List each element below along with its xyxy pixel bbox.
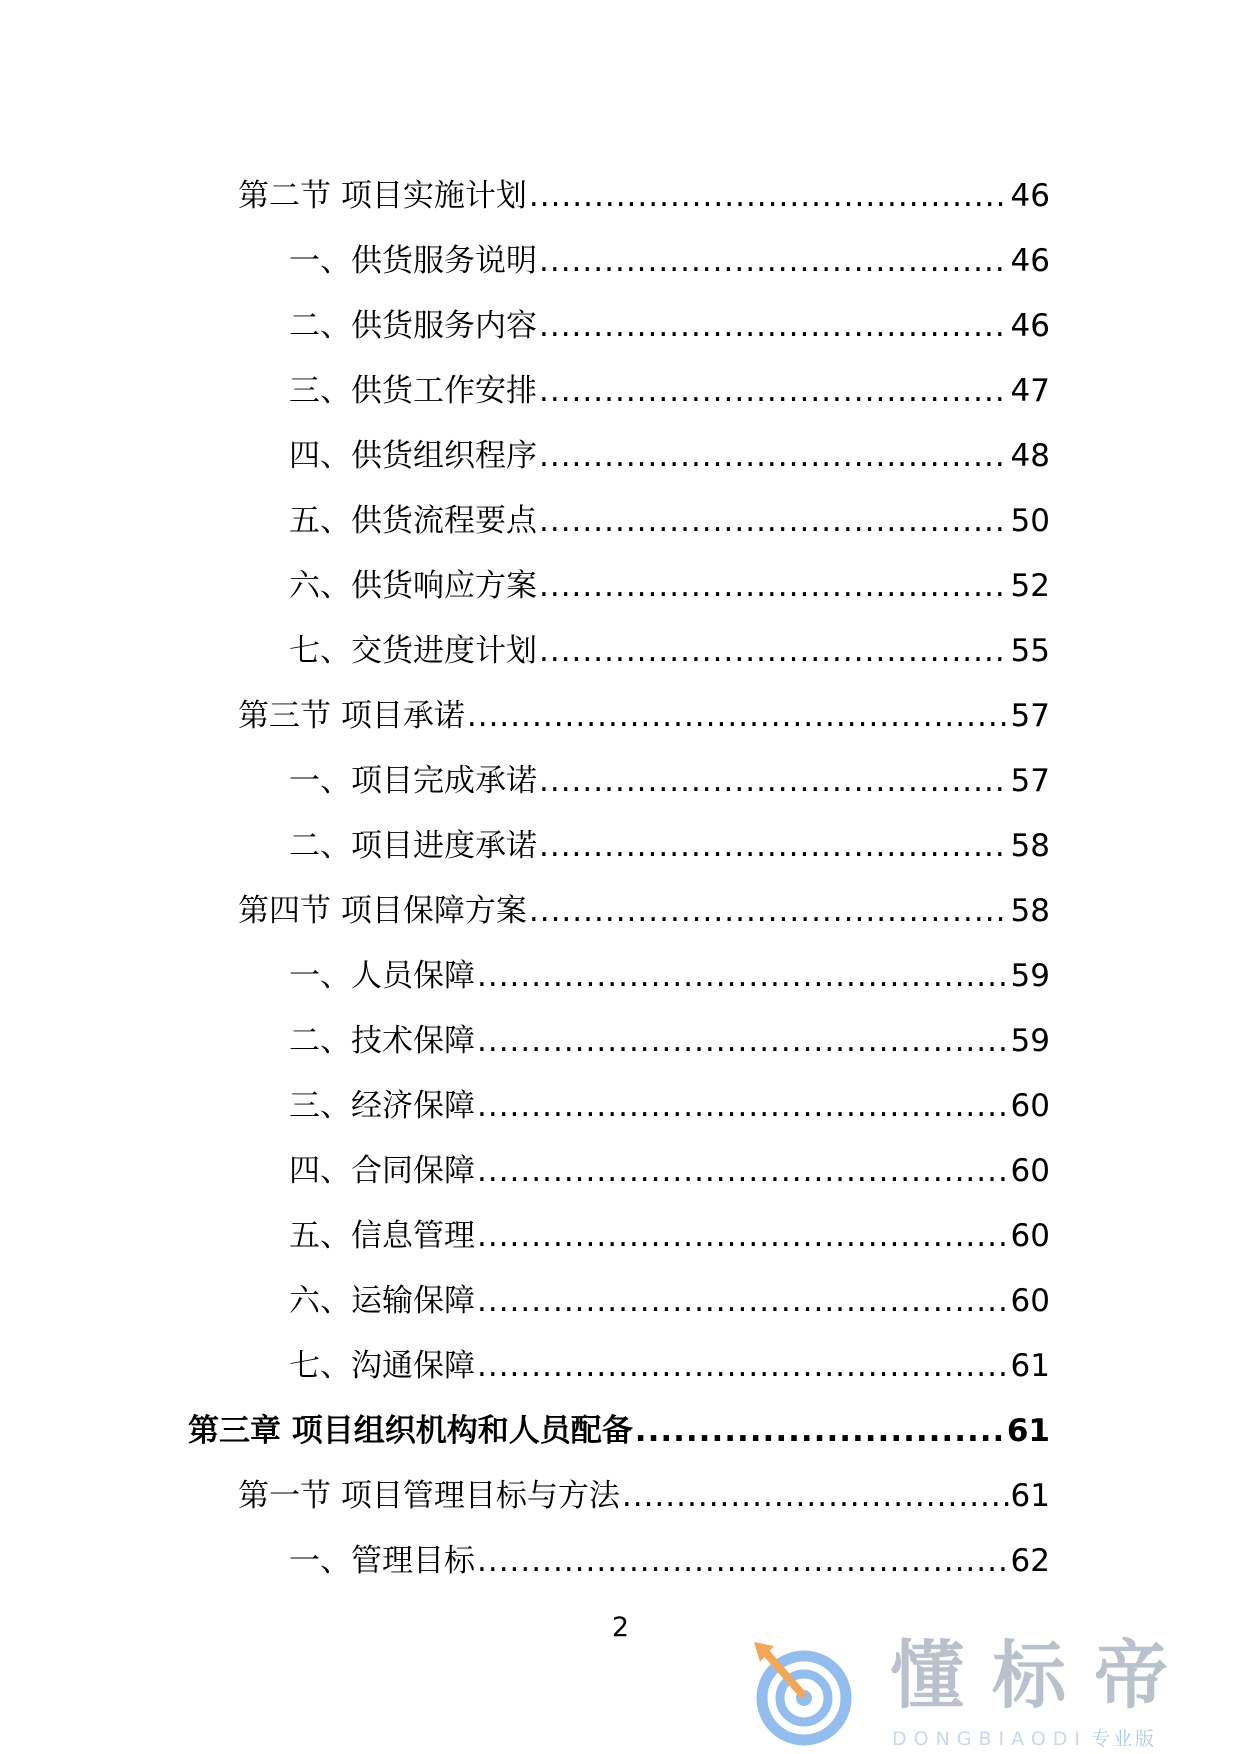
toc-entry-page: 46: [1010, 178, 1050, 214]
toc-entry[interactable]: [238, 881, 1050, 931]
toc-dot-leader: [477, 956, 1009, 996]
watermark-pinyin: DONGBIAODI: [892, 1728, 1088, 1750]
toc-dot-leader: [529, 176, 1009, 216]
toc-entry[interactable]: [289, 296, 1050, 346]
toc-entry-title: 一、供货服务说明: [289, 243, 537, 279]
toc-dot-leader: [539, 501, 1009, 541]
toc-entry[interactable]: [289, 946, 1050, 996]
toc-entry[interactable]: [289, 1336, 1050, 1386]
toc-entry[interactable]: [289, 426, 1050, 476]
toc-entry-title: 二、项目进度承诺: [289, 828, 537, 864]
toc-entry[interactable]: [238, 1466, 1050, 1516]
toc-dot-leader: [539, 436, 1009, 476]
toc-entry-title: 三、经济保障: [289, 1088, 475, 1124]
toc-dot-leader: [622, 1476, 1009, 1516]
toc-entry-title: 四、供货组织程序: [289, 438, 537, 474]
toc-entry-title: 一、人员保障: [289, 958, 475, 994]
toc-entry[interactable]: [238, 686, 1050, 736]
toc-dot-leader: [477, 1216, 1009, 1256]
toc-entry[interactable]: [289, 1531, 1050, 1581]
toc-dot-leader: [539, 371, 1009, 411]
toc-entry-page: 52: [1010, 568, 1050, 604]
toc-entry[interactable]: [289, 816, 1050, 866]
toc-entry-title: 三、供货工作安排: [289, 373, 537, 409]
toc-dot-leader: [539, 566, 1009, 606]
toc-entry[interactable]: [289, 1011, 1050, 1061]
toc-entry-page: 61: [1006, 1413, 1050, 1449]
toc-dot-leader: [467, 696, 1009, 736]
toc-entry-title: 五、信息管理: [289, 1218, 475, 1254]
toc-entry-page: 57: [1010, 698, 1050, 734]
toc-entry-page: 46: [1010, 243, 1050, 279]
toc-entry-title: 五、供货流程要点: [289, 503, 537, 539]
toc-entry[interactable]: [289, 621, 1050, 671]
toc-dot-leader: [539, 631, 1009, 671]
toc-entry-page: 59: [1010, 958, 1050, 994]
toc-dot-leader: [477, 1021, 1009, 1061]
toc-entry-title: 第一节 项目管理目标与方法: [238, 1478, 620, 1514]
toc-entry-page: 59: [1010, 1023, 1050, 1059]
toc-dot-leader: [477, 1086, 1009, 1126]
watermark-subtitle: [892, 1724, 1157, 1751]
toc-entry[interactable]: [289, 231, 1050, 281]
toc-entry-title: 第二节 项目实施计划: [238, 178, 527, 214]
toc-entry-title: 七、交货进度计划: [289, 633, 537, 669]
toc-entry-page: 60: [1010, 1153, 1050, 1189]
toc-entry-title: 二、供货服务内容: [289, 308, 537, 344]
toc-entry-page: 58: [1010, 828, 1050, 864]
toc-entry[interactable]: [289, 1141, 1050, 1191]
toc-dot-leader: [635, 1411, 1005, 1451]
toc-entry-title: 第三章 项目组织机构和人员配备: [188, 1413, 633, 1449]
toc-entry-page: 48: [1010, 438, 1050, 474]
watermark-brand: 懂标帝: [890, 1633, 1196, 1719]
toc-dot-leader: [477, 1346, 1009, 1386]
toc-entry-page: 60: [1010, 1088, 1050, 1124]
toc-entry-page: 60: [1010, 1283, 1050, 1319]
toc-entry-title: 一、项目完成承诺: [289, 763, 537, 799]
toc-entry[interactable]: [289, 751, 1050, 801]
page-number: 2: [611, 1612, 630, 1643]
toc-entry-title: 七、沟通保障: [289, 1348, 475, 1384]
toc-dot-leader: [477, 1151, 1009, 1191]
toc-entry[interactable]: [238, 166, 1050, 216]
target-arrow-icon: [752, 1642, 856, 1746]
watermark-logo: [740, 1628, 1220, 1748]
toc-entry-chapter[interactable]: [188, 1401, 1050, 1451]
toc-entry-page: 61: [1010, 1478, 1050, 1514]
toc-entry-page: 55: [1010, 633, 1050, 669]
toc-entry-page: 47: [1010, 373, 1050, 409]
toc-dot-leader: [477, 1541, 1009, 1581]
toc-entry-page: 58: [1010, 893, 1050, 929]
toc-entry-page: 61: [1010, 1348, 1050, 1384]
toc-entry[interactable]: [289, 361, 1050, 411]
toc-entry-title: 二、技术保障: [289, 1023, 475, 1059]
toc-dot-leader: [539, 761, 1009, 801]
toc-entry-page: 60: [1010, 1218, 1050, 1254]
toc-dot-leader: [539, 241, 1009, 281]
toc-dot-leader: [529, 891, 1009, 931]
toc-entry[interactable]: [289, 556, 1050, 606]
toc-entry-page: 62: [1010, 1543, 1050, 1579]
toc-entry[interactable]: [289, 1271, 1050, 1321]
toc-dot-leader: [477, 1281, 1009, 1321]
toc-entry[interactable]: [289, 1076, 1050, 1126]
toc-entry-title: 六、运输保障: [289, 1283, 475, 1319]
toc-dot-leader: [539, 826, 1009, 866]
toc-entry-page: 57: [1010, 763, 1050, 799]
toc-entry-title: 第四节 项目保障方案: [238, 893, 527, 929]
toc-entry[interactable]: [289, 1206, 1050, 1256]
toc-dot-leader: [539, 306, 1009, 346]
toc-entry-page: 46: [1010, 308, 1050, 344]
toc-entry-title: 六、供货响应方案: [289, 568, 537, 604]
toc-entry-page: 50: [1010, 503, 1050, 539]
watermark-edition: 专业版: [1091, 1728, 1158, 1750]
toc-entry-title: 四、合同保障: [289, 1153, 475, 1189]
toc-entry-title: 一、管理目标: [289, 1543, 475, 1579]
toc-entry[interactable]: [289, 491, 1050, 541]
toc-entry-title: 第三节 项目承诺: [238, 698, 465, 734]
